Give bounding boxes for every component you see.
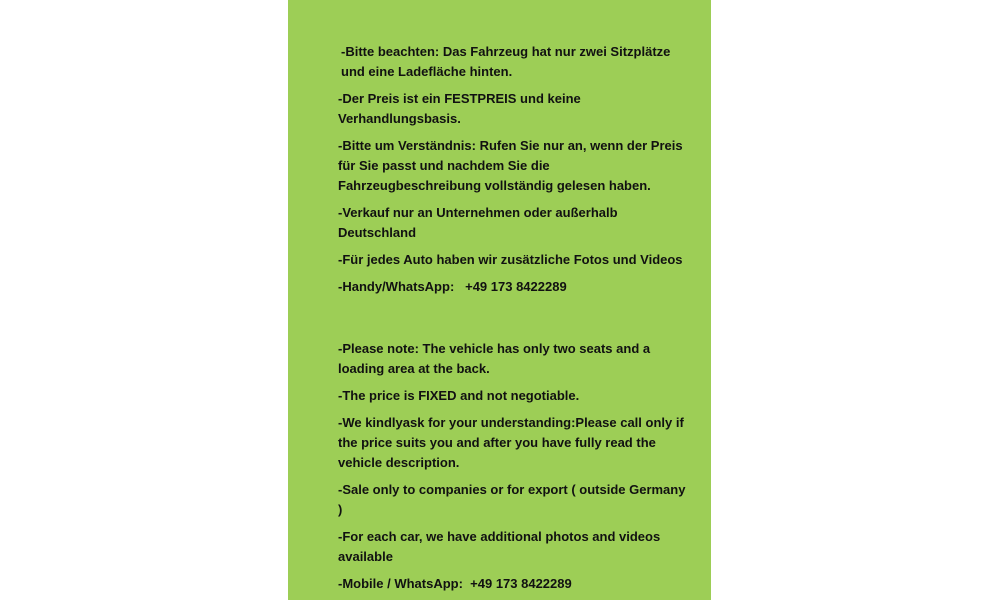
english-sale-restriction-note: -Sale only to companies or for export ( outside Germany ) [338,482,686,517]
english-fixed-price-note: -The price is FIXED and not negotiable. [338,388,580,403]
german-contact-phone: -Handy/WhatsApp: +49 173 8422289 [338,279,567,294]
english-photos-videos-note: -For each car, we have additional photos and videos available [338,529,661,564]
english-seats-note: -Please note: The vehicle has only two seats and a loading area at the back. [338,341,651,376]
english-contact-phone: -Mobile / WhatsApp: +49 173 8422289 [338,576,572,591]
english-call-request-note: -We kindlyask for your understanding:Please call only if the price suits you and after you have fully read the vehicle description. [338,415,684,470]
german-fixed-price-note: -Der Preis ist ein FESTPREIS und keine Verhandlungsbasis. [338,91,581,126]
german-sale-restriction-note: -Verkauf nur an Unternehmen oder außerhalb Deutschland [338,205,618,240]
german-seats-note: -Bitte beachten: Das Fahrzeug hat nur zwei Sitzplätze und eine Ladefläche hinten. [341,44,671,79]
german-photos-videos-note: -Für jedes Auto haben wir zusätzliche Fotos und Videos [338,252,683,267]
german-notice-block [338,42,688,304]
german-call-request-note: -Bitte um Verständnis: Rufen Sie nur an, wenn der Preis für Sie passt und nachdem Sie die Fahrzeugbeschreibung vollständig gelesen haben. [338,138,683,193]
english-notice-block [338,339,688,600]
